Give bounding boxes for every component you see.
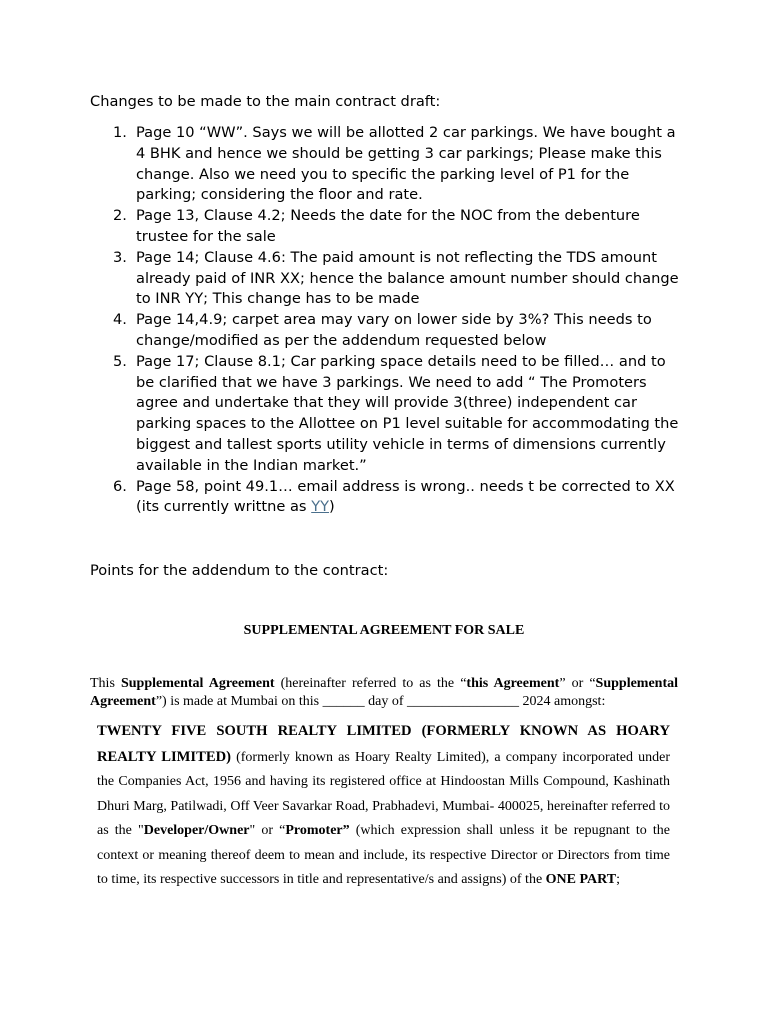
list-item bbox=[0, 477, 684, 519]
party-bold: Developer/Owner bbox=[143, 823, 250, 838]
intro-text: (hereinafter referred to as the “ bbox=[274, 676, 467, 691]
list-number: 6. bbox=[113, 477, 127, 495]
list-item bbox=[0, 123, 684, 206]
list-number: 4. bbox=[113, 311, 127, 329]
heading-changes: Changes to be made to the main contract draft: bbox=[90, 93, 441, 110]
party-paragraph bbox=[97, 719, 670, 893]
list-item-text: Page 17; Clause 8.1; Car parking space details need to be filled… and to be clarified that we have 3 parkings. We need to add “ The Promoters agree and undertake that they will provide 3(three) independent car parking spaces to the Allottee on P1 level suitable for accommodating the biggest and tallest sports utility vehicle in terms of dimensions currently available in the Indian market.” bbox=[136, 352, 679, 474]
party-text: ; bbox=[616, 872, 620, 887]
list-item bbox=[0, 352, 684, 477]
list-item-text bbox=[136, 478, 675, 516]
list-item-text: Page 14,4.9; carpet area may vary on lower side by 3%? This needs to change/modified as per the addendum requested below bbox=[136, 311, 652, 349]
heading-addendum: Points for the addendum to the contract: bbox=[90, 562, 389, 579]
intro-paragraph bbox=[90, 675, 678, 711]
intro-bold: Supplemental Agreement bbox=[120, 676, 275, 691]
party-name: TWENTY FIVE SOUTH REALTY LIMITED (FORMERLY KNOWN AS HOARY REALTY LIMITED) bbox=[97, 723, 670, 765]
party-bold: Promoter” bbox=[285, 823, 350, 838]
changes-list bbox=[0, 123, 768, 518]
intro-bold: this Agreement bbox=[466, 676, 560, 691]
party-text: " or “ bbox=[249, 823, 286, 838]
party-bold: ONE PART bbox=[545, 872, 617, 887]
party-text: (formerly known as Hoary Realty Limited), a company incorporated under the Companies Act, 1956 and having its registered office at Hindoostan Mills Compound, Kashinath Dhuri Marg, Patilwadi, Off Veer Savarkar Road, Prabhadevi, Mumbai- 400025, hereinafter referred to as the " bbox=[97, 749, 670, 838]
list-number: 2. bbox=[113, 207, 127, 225]
list-item bbox=[0, 248, 684, 310]
list-item-text-after-link: ) bbox=[329, 498, 335, 516]
list-number: 1. bbox=[113, 124, 127, 141]
list-number: 3. bbox=[113, 248, 127, 266]
list-number: 5. bbox=[113, 352, 127, 370]
list-item-text: Page 14; Clause 4.6: The paid amount is not reflecting the TDS amount already paid of INR XX; hence the balance amount number should change to INR YY; This change has to be made bbox=[136, 248, 679, 308]
intro-bold: Supplemental Agreement bbox=[90, 676, 679, 709]
intro-text: ”) is made at Mumbai on this ______ day of ________________ 2024 amongst: bbox=[155, 694, 606, 709]
yy-link[interactable]: YY bbox=[311, 498, 330, 516]
list-item bbox=[0, 310, 684, 352]
list-item-text: Page 13, Clause 4.2; Needs the date for the NOC from the debenture trustee for the sale bbox=[136, 207, 640, 245]
supplemental-agreement-title: SUPPLEMENTAL AGREEMENT FOR SALE bbox=[243, 623, 525, 638]
party-text: (which expression shall unless it be repugnant to the context or meaning thereof deem to mean and include, its respective Director or Directors from time to time, its respective successors in title and representative/s and assigns) of the bbox=[97, 823, 670, 887]
intro-text: This bbox=[90, 676, 121, 691]
list-item bbox=[0, 206, 684, 248]
list-item-text-before-link: Page 58, point 49.1… email address is wrong.. needs t be corrected to XX (its currently writtne as bbox=[136, 477, 675, 516]
list-item-text: Page 10 “WW”. Says we will be allotted 2 car parkings. We have bought a 4 BHK and hence we should be getting 3 car parkings; Please make this change. Also we need you to specific the parking level of P1 for the parking; considering the floor and rate. bbox=[136, 124, 676, 204]
intro-text: ” or “ bbox=[559, 676, 596, 691]
